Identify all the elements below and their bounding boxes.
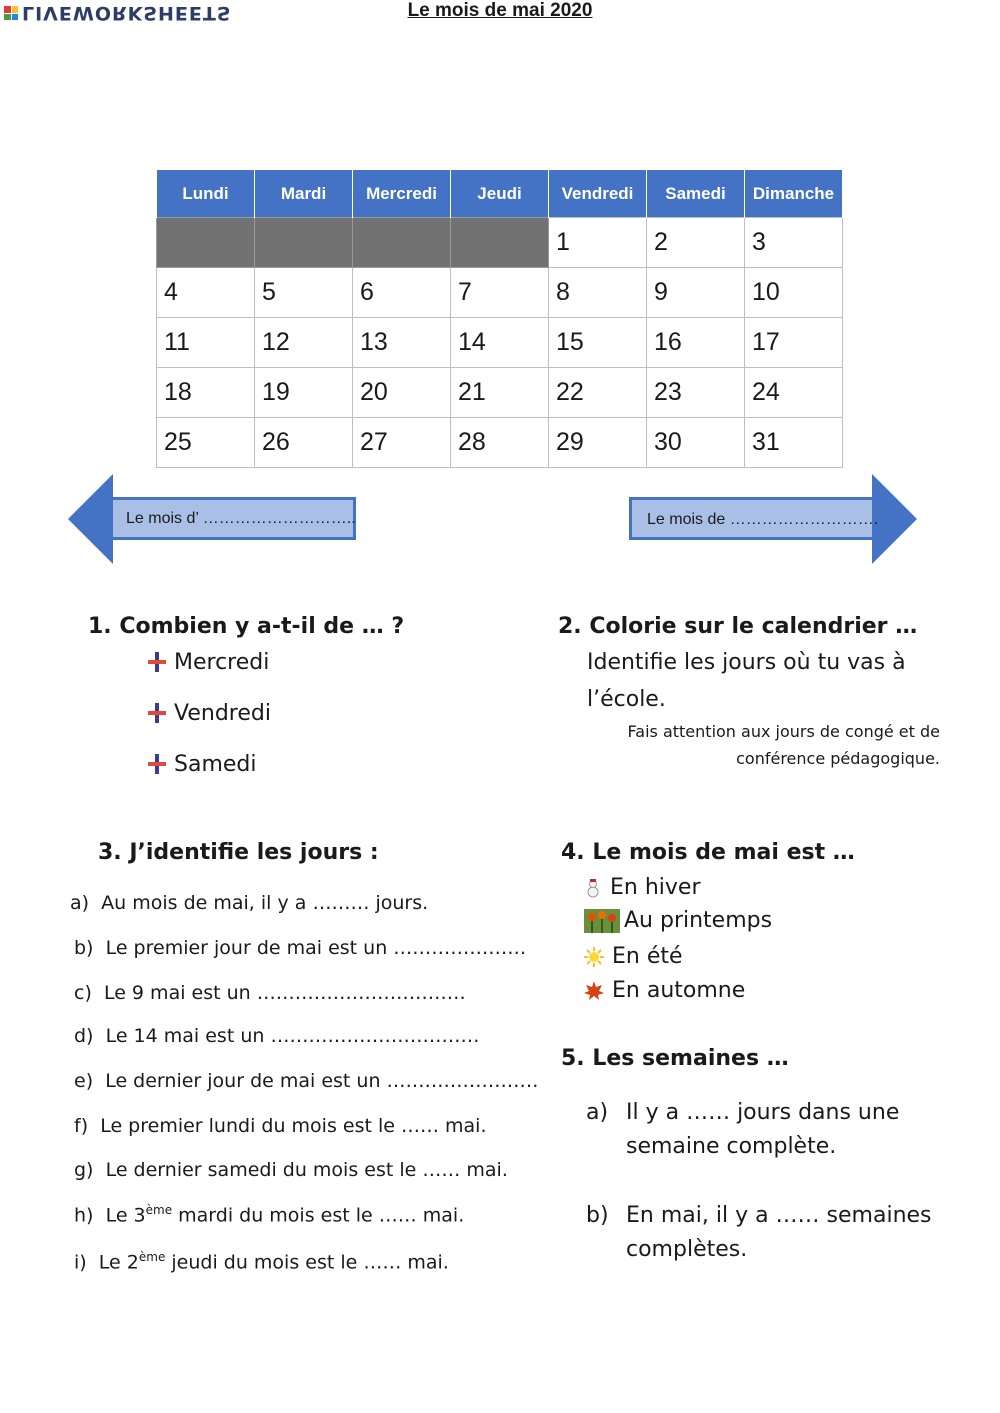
item-text: Le premier jour de mai est un ………………… [105, 937, 527, 959]
q5-item-b-line1[interactable]: En mai, il y a …… semaines [626, 1203, 932, 1228]
item-text: Le 3 [105, 1204, 146, 1227]
calendar-day-cell[interactable]: 4 [157, 268, 255, 318]
calendar-day-cell[interactable]: 10 [745, 268, 843, 318]
item-text: Le 14 mai est un …………………………… [105, 1025, 480, 1047]
calendar-day-cell[interactable]: 27 [353, 418, 451, 468]
item-text: Le 2 [98, 1251, 139, 1274]
maple-leaf-icon [584, 981, 604, 1001]
header-dimanche: Dimanche [745, 170, 843, 218]
calendar-empty-cell[interactable] [255, 218, 353, 268]
q4-option-hiver[interactable] [584, 875, 701, 900]
q1-title [88, 614, 404, 639]
calendar-empty-cell[interactable] [353, 218, 451, 268]
item-letter: b) [74, 937, 94, 959]
calendar-table [156, 169, 843, 468]
ordinal-suffix: ème [138, 1250, 166, 1264]
item-letter: a) [70, 892, 90, 914]
item-text: Le dernier jour de mai est un …………………… [105, 1070, 539, 1092]
previous-month-label: Le mois d’ ……………………….. [126, 510, 356, 527]
q2-note2: conférence pédagogique. [736, 749, 940, 768]
q2-title [558, 614, 917, 639]
item-text: Le 9 mai est un …………………………… [103, 982, 466, 1004]
q3-item-a[interactable] [70, 892, 428, 914]
header-samedi: Samedi [647, 170, 745, 218]
calendar-week [157, 218, 843, 268]
q2-number: 2. [558, 614, 582, 639]
q5-item-b-letter: b) [586, 1203, 609, 1228]
calendar-day-cell[interactable]: 3 [745, 218, 843, 268]
arrow-bullet-icon [146, 652, 168, 674]
q5-item-a-letter: a) [586, 1100, 609, 1125]
header-lundi: Lundi [157, 170, 255, 218]
q5-item-a-line2: semaine complète. [626, 1134, 837, 1159]
item-text: Au mois de mai, il y a ……… jours. [101, 892, 429, 914]
q2-line2: l’école. [587, 687, 666, 712]
calendar-day-cell[interactable]: 21 [451, 368, 549, 418]
item-text: mardi du mois est le …… mai. [172, 1204, 465, 1227]
q3-item-b[interactable] [74, 937, 526, 959]
next-month-label: Le mois de ………………………. [647, 511, 879, 528]
calendar-day-cell[interactable]: 24 [745, 368, 843, 418]
q4-option-label: Au printemps [624, 908, 773, 933]
calendar-day-cell[interactable]: 20 [353, 368, 451, 418]
calendar-day-cell[interactable]: 28 [451, 418, 549, 468]
item-letter: h) [74, 1204, 94, 1227]
calendar-day-cell[interactable]: 29 [549, 418, 647, 468]
calendar-day-cell[interactable]: 2 [647, 218, 745, 268]
calendar-day-cell[interactable]: 17 [745, 318, 843, 368]
item-letter: f) [74, 1115, 89, 1137]
calendar-day-cell[interactable]: 19 [255, 368, 353, 418]
calendar-day-cell[interactable]: 26 [255, 418, 353, 468]
calendar-week [157, 368, 843, 418]
sun-icon [584, 947, 604, 967]
q1-option-label: Mercredi [174, 650, 270, 675]
q3-item-e[interactable] [74, 1070, 539, 1092]
calendar-week [157, 268, 843, 318]
calendar-day-cell[interactable]: 7 [451, 268, 549, 318]
calendar-day-cell[interactable]: 11 [157, 318, 255, 368]
item-letter: d) [74, 1025, 94, 1047]
q3-item-g[interactable] [74, 1159, 508, 1181]
q4-option-label: En hiver [610, 875, 701, 900]
q5-item-b-line2: complètes. [626, 1237, 748, 1262]
arrow-bullet-icon [146, 754, 168, 776]
item-text: Le premier lundi du mois est le …… mai. [100, 1115, 487, 1137]
calendar-day-cell[interactable]: 8 [549, 268, 647, 318]
q5-title [561, 1046, 789, 1071]
calendar-day-cell[interactable]: 6 [353, 268, 451, 318]
tulips-icon [584, 909, 620, 933]
q3-title [98, 840, 379, 865]
snowman-icon [584, 878, 602, 898]
q3-item-f[interactable] [74, 1115, 486, 1137]
item-letter: i) [74, 1251, 87, 1274]
calendar-day-cell[interactable]: 23 [647, 368, 745, 418]
arrow-bullet-icon [146, 703, 168, 725]
q4-title-text: Le mois de mai est … [592, 840, 855, 865]
calendar-day-cell[interactable]: 22 [549, 368, 647, 418]
item-letter: g) [74, 1159, 94, 1181]
q4-option-automne[interactable] [584, 978, 745, 1003]
calendar-day-cell[interactable]: 9 [647, 268, 745, 318]
q3-item-d[interactable] [74, 1025, 479, 1047]
item-letter: e) [74, 1070, 94, 1092]
q4-option-ete[interactable] [584, 944, 683, 969]
calendar-week [157, 318, 843, 368]
q1-option-samedi[interactable] [146, 752, 257, 777]
q4-number: 4. [561, 840, 585, 865]
q3-item-h[interactable] [74, 1203, 464, 1226]
calendar-day-cell[interactable]: 18 [157, 368, 255, 418]
item-text: Le dernier samedi du mois est le …… mai. [105, 1159, 508, 1181]
page-title: Le mois de mai 2020 [407, 0, 593, 21]
q4-option-printemps[interactable] [584, 908, 772, 933]
header-mercredi: Mercredi [353, 170, 451, 218]
q2-note1: Fais attention aux jours de congé et de [627, 722, 940, 741]
q1-option-label: Samedi [174, 752, 257, 777]
calendar-day-cell[interactable]: 25 [157, 418, 255, 468]
header-mardi: Mardi [255, 170, 353, 218]
calendar-day-cell[interactable]: 14 [451, 318, 549, 368]
calendar-header-row [157, 170, 843, 218]
item-letter: c) [74, 982, 92, 1004]
calendar-week [157, 418, 843, 468]
q1-option-vendredi[interactable] [146, 701, 271, 726]
q3-item-c[interactable] [74, 982, 466, 1004]
q1-number: 1. [88, 614, 112, 639]
q3-item-i[interactable] [74, 1250, 449, 1273]
logo-icon [4, 6, 18, 20]
q4-option-label: En automne [612, 978, 746, 1003]
q3-title-text: J’identifie les jours : [129, 840, 379, 865]
calendar-day-cell[interactable]: 5 [255, 268, 353, 318]
calendar-day-cell[interactable]: 30 [647, 418, 745, 468]
calendar-empty-cell[interactable] [451, 218, 549, 268]
calendar-day-cell[interactable]: 1 [549, 218, 647, 268]
q2-title-text: Colorie sur le calendrier … [589, 614, 918, 639]
q4-option-label: En été [612, 944, 683, 969]
calendar-day-cell[interactable]: 15 [549, 318, 647, 368]
ordinal-suffix: ème [145, 1203, 173, 1217]
calendar-empty-cell[interactable] [157, 218, 255, 268]
calendar-day-cell[interactable]: 12 [255, 318, 353, 368]
logo-text: LIVEWORKSHEETS [22, 2, 232, 24]
q5-title-text: Les semaines … [592, 1046, 789, 1071]
q2-line1: Identifie les jours où tu vas à [587, 650, 906, 675]
header-jeudi: Jeudi [451, 170, 549, 218]
q3-number: 3. [98, 840, 122, 865]
header-vendredi: Vendredi [549, 170, 647, 218]
q5-number: 5. [561, 1046, 585, 1071]
q4-title [561, 840, 855, 865]
q5-item-a-line1[interactable]: Il y a …… jours dans une [626, 1100, 900, 1125]
q1-option-mercredi[interactable] [146, 650, 269, 675]
calendar-day-cell[interactable]: 16 [647, 318, 745, 368]
calendar-day-cell[interactable]: 13 [353, 318, 451, 368]
calendar-day-cell[interactable]: 31 [745, 418, 843, 468]
q1-title-text: Combien y a-t-il de … ? [119, 614, 405, 639]
item-text: jeudi du mois est le …… mai. [165, 1251, 449, 1274]
q1-option-label: Vendredi [174, 701, 271, 726]
